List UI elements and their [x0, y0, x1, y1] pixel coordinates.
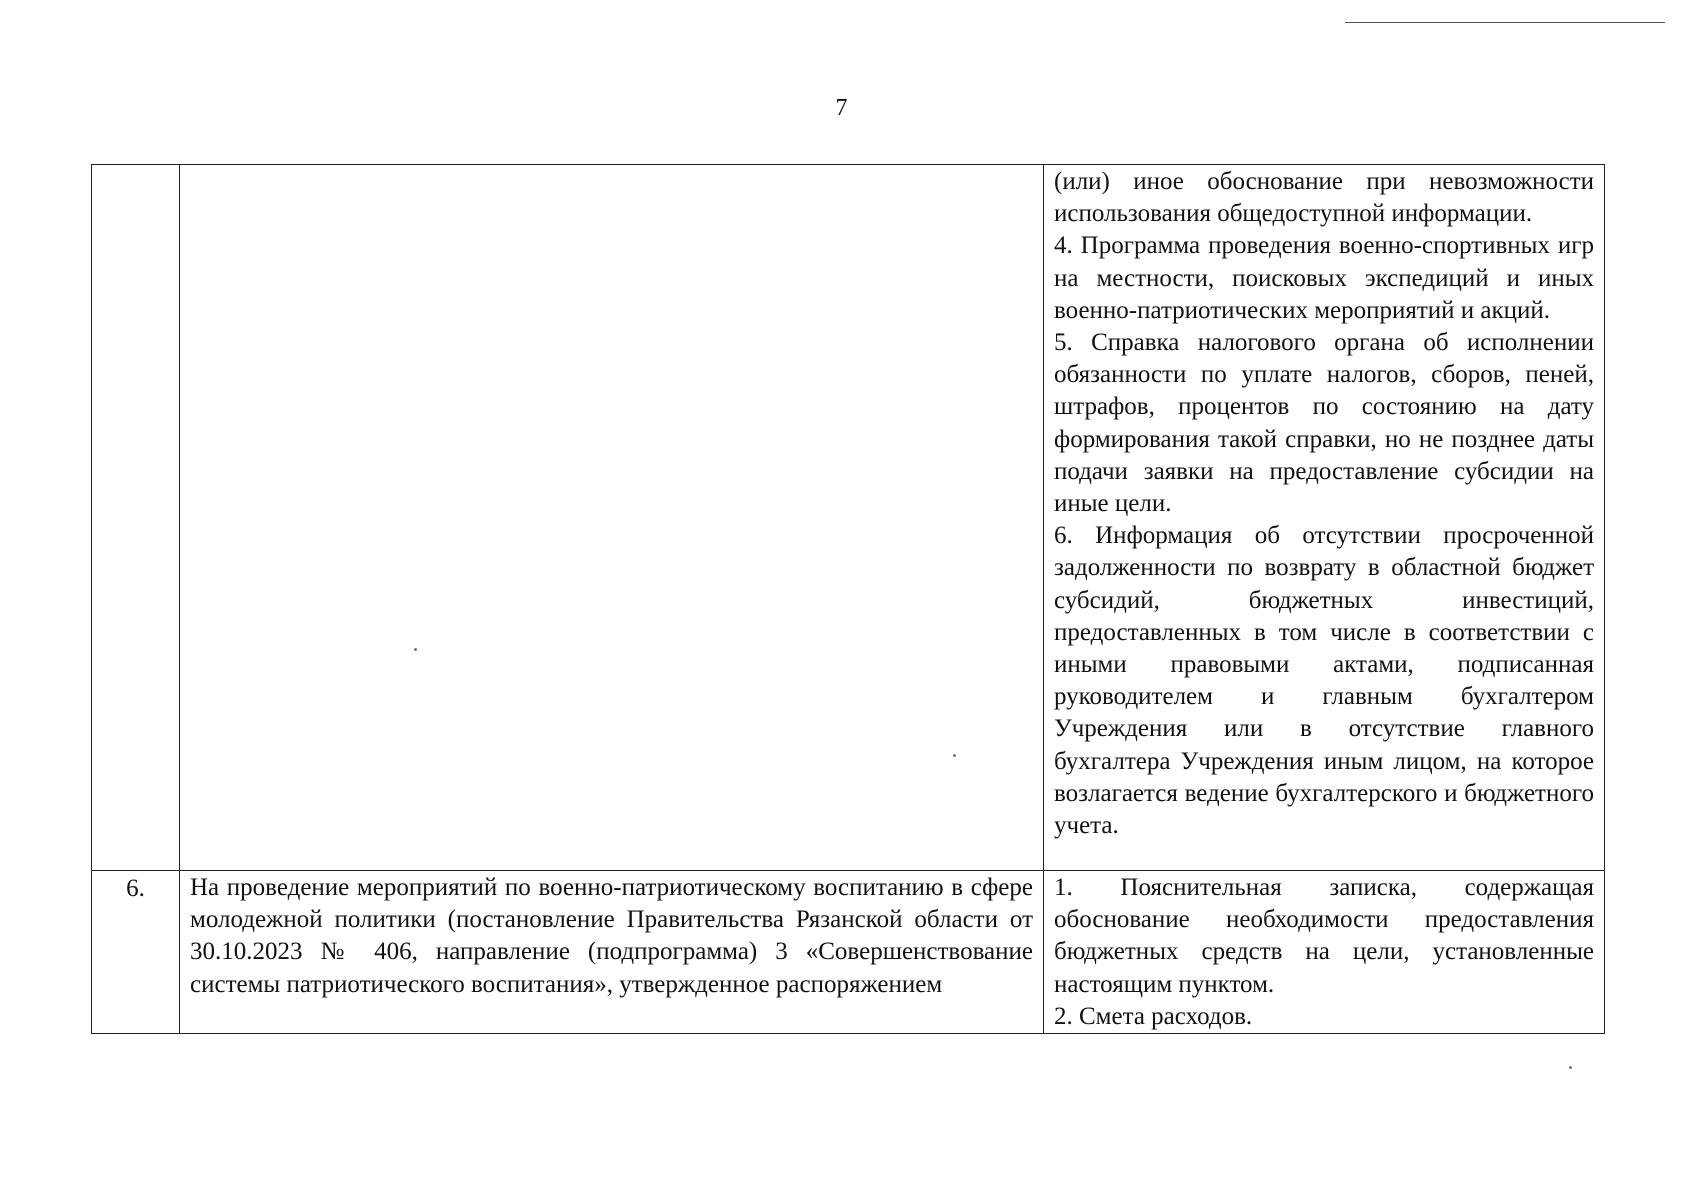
document-item: 6. Информация об отсутствии просроченной задолженности по возврату в областной бюджет субсидий, бюджетных инвестиций, предоставленных в том числе в соответствии с иными правовыми актами, подписанная руководителем и главным бухгалтером Учреждения или в отсутствие главного бухгалтера Учреждения иным лицом, на которое возлагается ведение бухгалтерского и бюджетного учета.: [1054, 522, 1594, 840]
page-number: 7: [835, 95, 848, 121]
direction-text: На проведение мероприятий по военно-патриотическому воспитанию в сфере молодежной политики (постановление Правительства Рязанской области от 30.10.2023 № 406, направление (подпрограмма) 3 «Совершенствование системы патриотического воспитания», утвержденное распоряжением: [190, 874, 1033, 998]
table-row: [92, 165, 1605, 871]
document-item: 4. Программа проведения военно-спортивных игр на местности, поисковых экспедиций и иных военно-патриотических мероприятий и акций.: [1054, 232, 1594, 324]
row-number-cell: 6.: [92, 871, 180, 1034]
direction-cell: [180, 165, 1044, 871]
top-rule: [1345, 22, 1665, 23]
documents-cell: [1044, 871, 1605, 1034]
direction-cell: [180, 871, 1044, 1034]
scan-speck: [953, 754, 956, 757]
scan-speck: [414, 648, 417, 651]
document-item: (или) иное обоснование при невозможности использования общедоступной информации.: [1054, 168, 1594, 228]
documents-cell: [1044, 165, 1605, 871]
requirements-table: [91, 164, 1605, 1034]
table-row: [92, 871, 1605, 1034]
row-number-cell: [92, 165, 180, 871]
document-item: 5. Справка налогового органа об исполнении обязанности по уплате налогов, сборов, пеней, штрафов, процентов по состоянию на дату формирования такой справки, но не позднее даты подачи заявки на предоставление субсидии на иные цели.: [1054, 329, 1594, 518]
document-item: 2. Смета расходов.: [1054, 1002, 1253, 1030]
scan-speck: [1569, 1066, 1572, 1069]
document-item: 1. Пояснительная записка, содержащая обоснование необходимости предоставления бюджетных средств на цели, установленные настоящим пунктом.: [1054, 874, 1594, 998]
